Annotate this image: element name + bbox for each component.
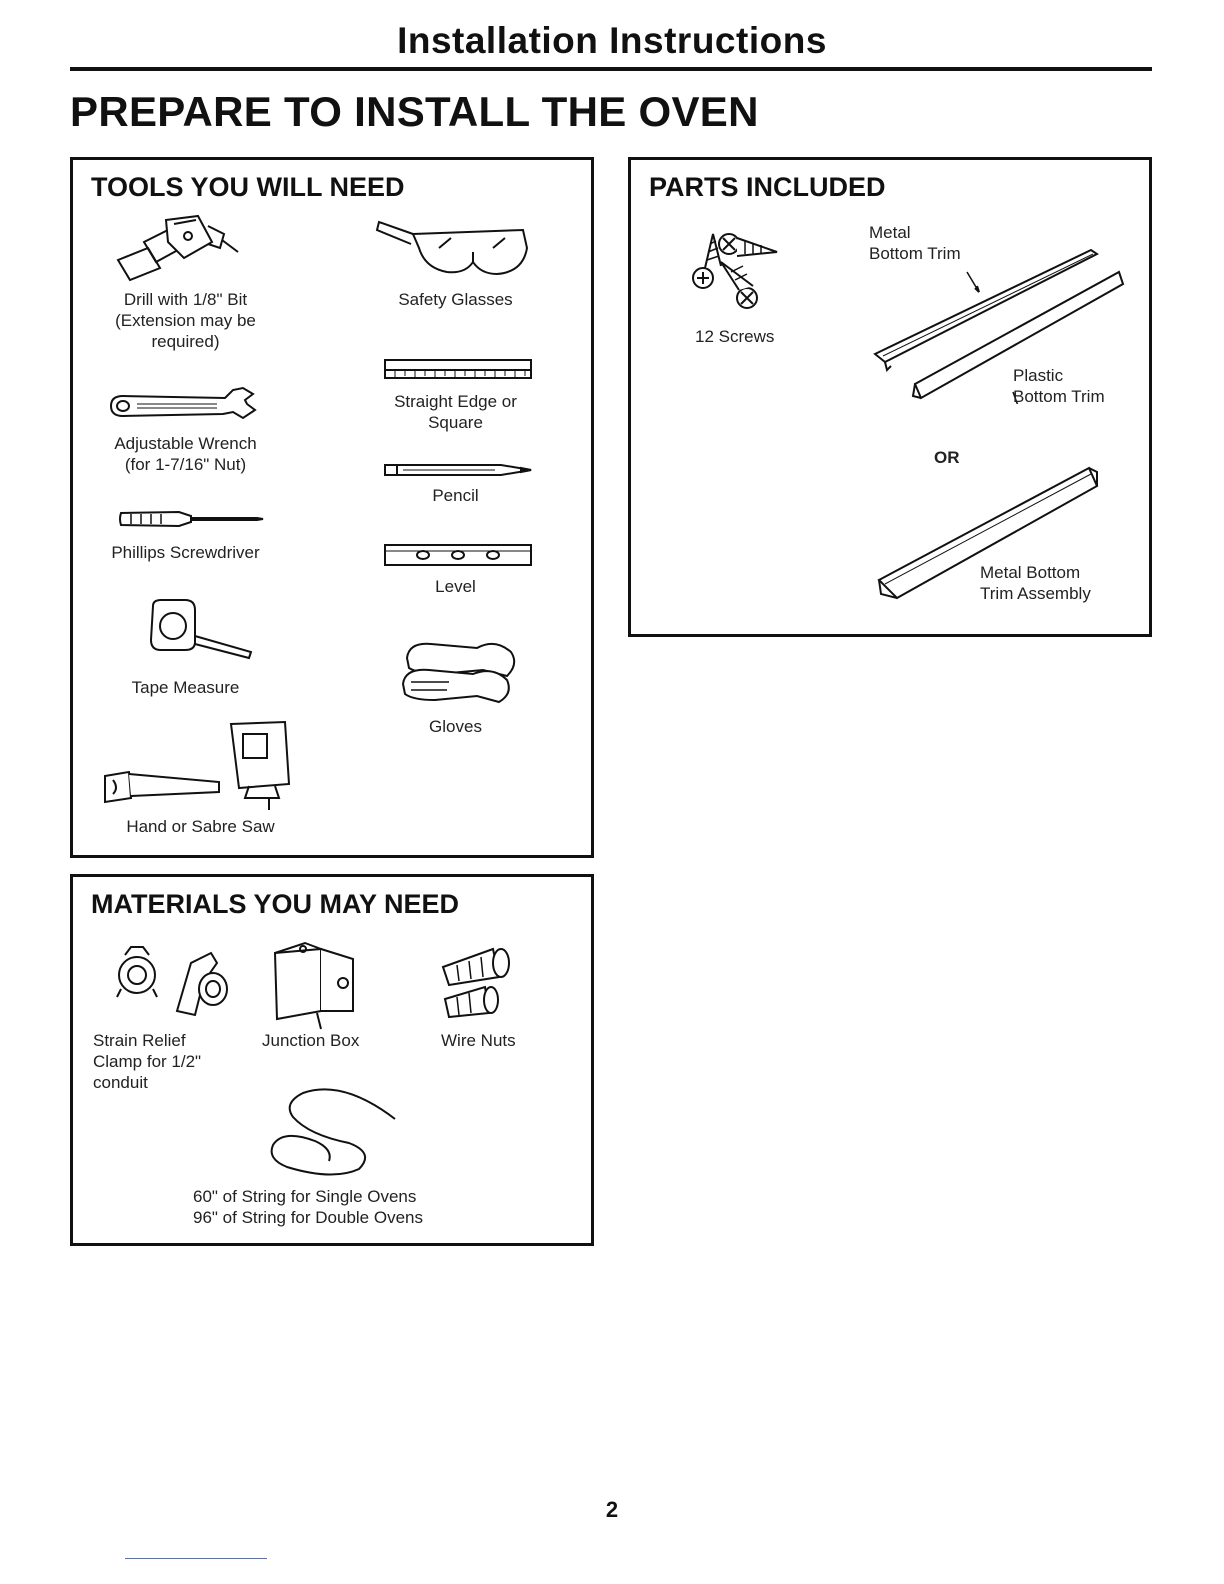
screws-label: 12 Screws [695,327,775,346]
straight-edge-label: Straight Edge or Square [394,392,517,432]
wire-nuts-label: Wire Nuts [441,1031,516,1050]
tape-measure-icon [143,596,258,666]
header-title: Installation Instructions [397,20,827,61]
materials-title: MATERIALS YOU MAY NEED [91,889,460,919]
level-label: Level [435,577,476,596]
header-rule [70,67,1152,71]
junction-box-icon [269,937,359,1033]
wrench-label: Adjustable Wrench (for 1-7/16" Nut) [114,434,257,474]
string-icon [263,1083,403,1179]
pencil-label: Pencil [432,486,479,505]
screwdriver-label: Phillips Screwdriver [111,543,260,562]
drill-icon [108,212,248,287]
tools-title: TOOLS YOU WILL NEED [91,172,405,202]
parts-box [628,157,1152,637]
or-label: OR [934,448,960,467]
tools-box [70,157,594,858]
materials-box [70,874,594,1246]
junction-box-label: Junction Box [262,1031,360,1050]
strain-relief-icon [107,945,237,1023]
safety-glasses-icon [373,218,533,282]
drill-label: Drill with 1/8" Bit (Extension may be required) [115,290,256,351]
screws-icon [687,226,787,318]
metal-trim-label: Metal Bottom Trim [869,223,961,263]
trim-assembly-label: Metal Bottom Trim Assembly [980,563,1091,603]
level-icon [383,542,533,568]
wrench-icon [107,382,257,422]
plastic-trim-label: Plastic Bottom Trim [1013,366,1105,406]
screwdriver-icon [117,508,267,530]
page-number: 2 [605,1497,619,1522]
gloves-label: Gloves [429,717,482,736]
tape-measure-label: Tape Measure [131,678,240,697]
gloves-icon [399,634,524,714]
strain-relief-label: Strain Relief Clamp for 1/2" conduit [93,1031,202,1092]
page-heading: PREPARE TO INSTALL THE OVEN [70,88,759,135]
saw-label: Hand or Sabre Saw [126,817,275,836]
wire-nuts-icon [437,941,517,1021]
saw-icon [99,720,309,812]
straight-edge-icon [383,358,533,380]
footer-rule [125,1558,267,1559]
pencil-icon [383,462,533,478]
parts-title: PARTS INCLUDED [649,172,886,202]
string-label: 60" of String for Single Ovens 96" of String for Double Ovens [193,1187,423,1227]
safety-glasses-label: Safety Glasses [398,290,513,309]
